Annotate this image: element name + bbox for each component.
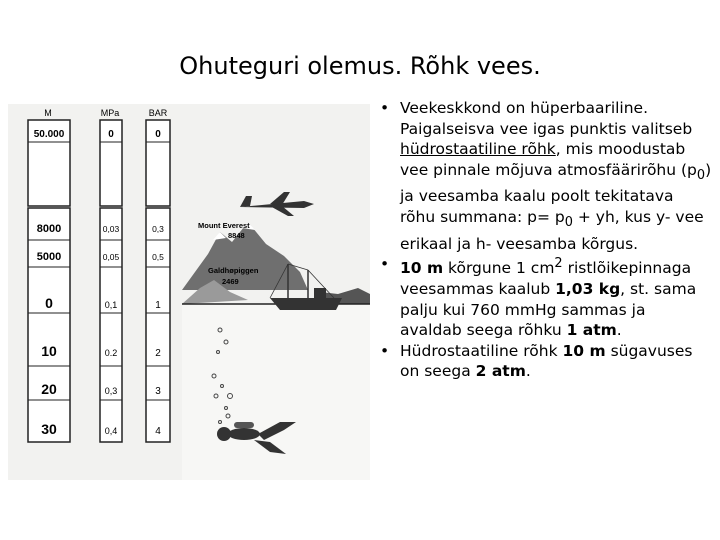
row-m-10: 10 (41, 343, 57, 359)
bullet-item-1: • Veekeskkond on hüperbaariline. Paigalseisva vee igas punktis valitseb hüdrostaatiline rõhk, mis moodustab vee pinnale mõjuva atmosfäärirõhu $(p_0)$ ja veesamba kaalu poolt tekitatava rõhu summana: $p= p_0$ + yh, kus y- vee erikaal ja h- veesamba kõrgus. (380, 99, 712, 253)
row-mpa-8000: 0,03 (102, 224, 120, 234)
mpa-column-box (100, 208, 122, 442)
column-header-mpa: MPa (100, 108, 120, 118)
row-bar-30: 4 (155, 426, 161, 437)
bullet-dot: • (380, 341, 390, 360)
row-bar-0: 1 (155, 300, 161, 311)
row-m-5000: 5000 (36, 251, 62, 263)
row-mpa-30: 0,4 (104, 426, 118, 436)
row-mpa-10: 0.2 (104, 348, 118, 358)
galdhopiggen-name-label: Galdhøpiggen (208, 266, 259, 275)
galdhopiggen-height-label: 2469 (222, 277, 239, 286)
everest-height-label: 8848 (228, 231, 245, 240)
row-bar-5000: 0,5 (152, 252, 164, 262)
slide-title: Ohuteguri olemus. Rõhk vees. (179, 52, 541, 80)
m-column-box (28, 208, 70, 442)
top-value-bar: 0 (155, 129, 161, 140)
bullet-dot: • (380, 255, 390, 274)
row-m-20: 20 (41, 381, 57, 397)
column-header-m: M (44, 108, 52, 118)
row-m-0: 0 (45, 295, 53, 311)
row-mpa-0: 0,1 (104, 300, 118, 310)
bullet-item-2: • 10 m kõrgune 1 $cm^2$ ristlõikepinnaga veesammas kaalub 1,03 kg, st. sama palju kui 760 mmHg sammas ja avaldab seega rõhku 1 atm. (380, 255, 697, 340)
row-mpa-20: 0,3 (104, 386, 118, 396)
bar-column-box (146, 208, 170, 442)
row-mpa-5000: 0,05 (102, 252, 120, 262)
row-bar-20: 3 (155, 386, 161, 397)
row-m-30: 30 (41, 421, 57, 437)
row-m-8000: 8000 (36, 223, 62, 235)
row-bar-10: 2 (155, 348, 161, 359)
water-area (182, 304, 370, 480)
top-value-m: 50.000 (33, 129, 65, 140)
everest-name-label: Mount Everest (198, 221, 250, 230)
column-header-bar: BAR (148, 108, 168, 118)
top-value-mpa: 0 (108, 129, 114, 140)
pressure-figure (8, 104, 370, 480)
pressure-illustration (8, 104, 370, 480)
bullet-list (376, 98, 712, 382)
bullet-dot: • (380, 99, 390, 117)
bullet-item-3: • Hüdrostaatiline rõhk 10 m sügavuses on seega 2 atm. (380, 341, 693, 381)
hydrostatic-pressure-term: hüdrostaatiline rõhk (400, 140, 556, 159)
row-bar-8000: 0,3 (152, 224, 164, 234)
